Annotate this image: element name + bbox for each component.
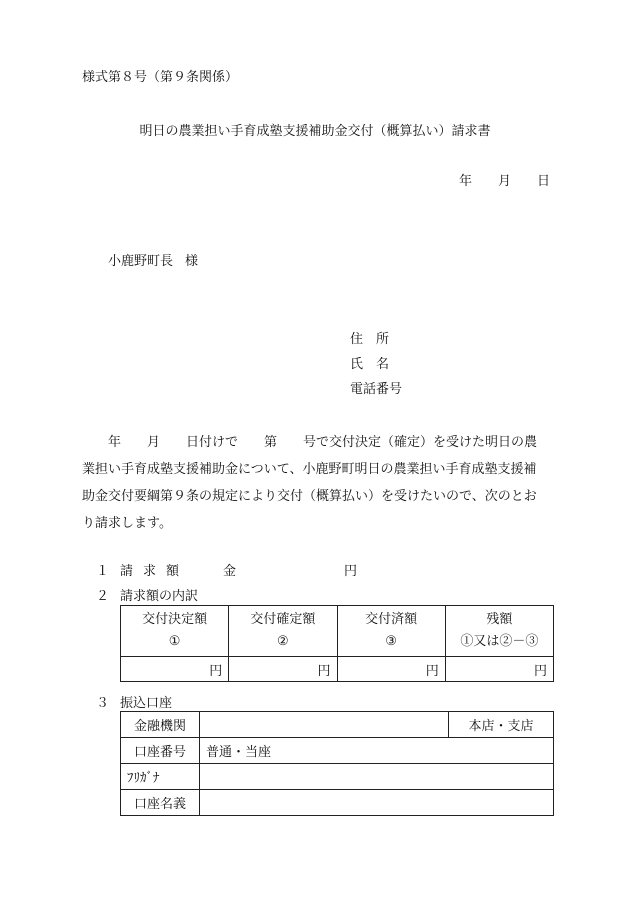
section-breakdown-heading xyxy=(96,585,198,604)
header-text: 交付決定額 xyxy=(142,612,208,627)
header-mark: ① xyxy=(168,634,181,649)
day-label: 日 xyxy=(537,174,551,189)
address-label-char1: 住 xyxy=(350,332,364,347)
month-label: 月 xyxy=(498,174,512,189)
header-text: 交付済額 xyxy=(365,612,418,627)
request-body xyxy=(82,429,557,537)
section-label: 振込口座 xyxy=(120,696,173,711)
addressee-name: 小鹿野町長 xyxy=(108,254,174,269)
date-line xyxy=(459,170,550,189)
name-label-char1: 氏 xyxy=(350,357,364,372)
header-cell-confirmed xyxy=(229,606,337,657)
body-line: 年 月 日付けで 第 号で交付決定（確定）を受けた明日の農 xyxy=(82,435,538,450)
section-label: 請求額の内訳 xyxy=(120,589,199,604)
header-mark: ② xyxy=(277,634,289,649)
amount-cell[interactable]: 円 xyxy=(121,657,229,682)
header-text: 残額 xyxy=(486,612,513,627)
header-cell-remaining xyxy=(445,606,553,657)
addressee xyxy=(108,250,198,269)
kin-label: 金 xyxy=(223,564,237,579)
header-mark: ①又は②－③ xyxy=(460,634,539,649)
address-label-char2: 所 xyxy=(376,332,390,347)
header-text: 交付確定額 xyxy=(250,612,316,627)
body-line: 業担い手育成塾支援補助金について、小鹿野町明日の農業担い手育成塾支援補 xyxy=(82,462,537,477)
header-cell-decided xyxy=(121,606,229,657)
header-mark: ③ xyxy=(385,634,397,649)
amount-cell[interactable]: 円 xyxy=(229,657,337,682)
amount-cell[interactable]: 円 xyxy=(445,657,553,682)
branch-label: 本店・支店 xyxy=(449,712,554,738)
section-number: １ xyxy=(96,564,110,579)
account-type-field[interactable]: 普通・当座 xyxy=(200,738,554,764)
document-title: 明日の農業担い手育成塾支援補助金交付（概算払い）請求書 xyxy=(139,124,491,139)
section-number: ２ xyxy=(96,589,110,604)
section-number: ３ xyxy=(96,696,110,711)
address-label xyxy=(350,328,389,347)
year-label: 年 xyxy=(459,174,473,189)
addressee-honorific: 様 xyxy=(185,254,199,269)
body-line: 助金交付要綱第９条の規定により交付（概算払い）を受けたいので、次のとお xyxy=(82,489,537,504)
furigana-field[interactable] xyxy=(200,764,554,790)
amount-cell[interactable]: 円 xyxy=(337,657,445,682)
header-cell-paid xyxy=(337,606,445,657)
breakdown-table xyxy=(120,605,554,682)
section-request-amount xyxy=(96,560,357,579)
section-label: 請求額 xyxy=(120,564,190,579)
account-number-label: 口座番号 xyxy=(121,738,200,764)
furigana-label: ﾌﾘｶﾞﾅ xyxy=(121,764,200,790)
bank-name-field[interactable] xyxy=(200,712,449,738)
body-line: り請求します。 xyxy=(82,516,172,531)
account-name-label: 口座名義 xyxy=(121,790,200,816)
bank-account-table xyxy=(120,711,554,816)
name-label-char2: 名 xyxy=(376,357,390,372)
form-number: 様式第８号（第９条関係） xyxy=(82,70,239,85)
name-label xyxy=(350,353,389,372)
phone-label: 電話番号 xyxy=(350,382,403,397)
bank-label: 金融機関 xyxy=(121,712,200,738)
account-name-field[interactable] xyxy=(200,790,554,816)
yen-label: 円 xyxy=(344,564,358,579)
section-bank-account-heading xyxy=(96,692,172,711)
